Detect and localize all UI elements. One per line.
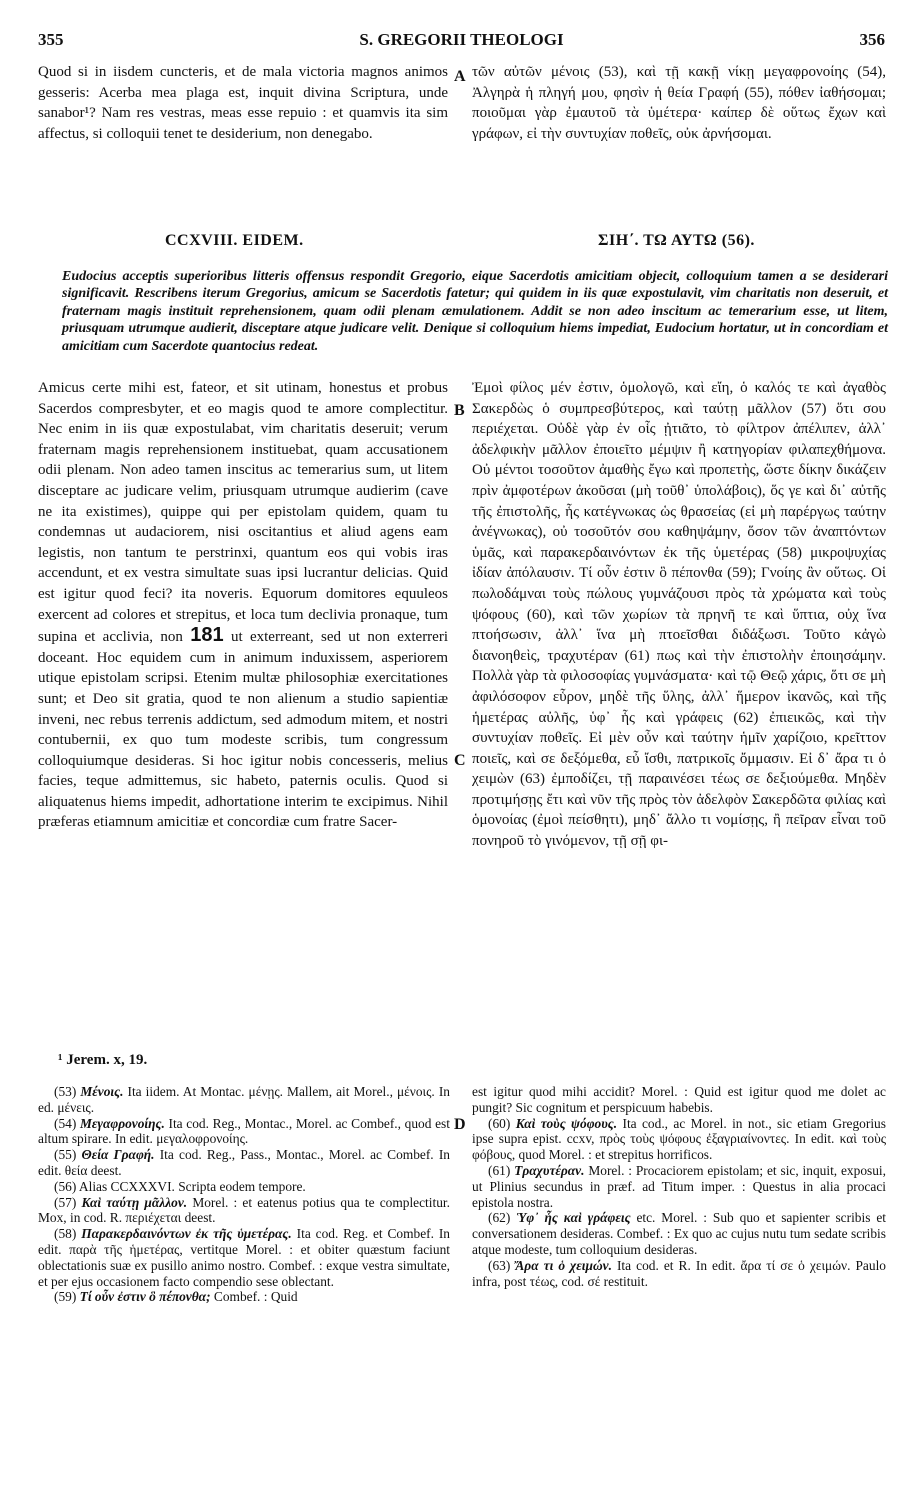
- note-text: etc. Morel. : Sub quo et sapienter scribis et conversationem desideras. Combef. : Ex quo ac cujus nutu tum sedate scribis atque modeste, tum colloquium desideras.: [472, 1210, 886, 1257]
- margin-letter-c: C: [454, 752, 466, 769]
- note-number: (58): [54, 1226, 77, 1242]
- note-text: Ita cod. Reg. et Combef. In edit. παρὰ τῆς ἡμετέρας, vertitque Morel. : et obiter quæstum faciunt oblectationis suæ ex pusillo animo nostro. Combef. : exque vestra simultate, et per ejus occasionem facto compendio sese oblectant.: [38, 1226, 450, 1289]
- editorial-note: [38, 1147, 450, 1179]
- top-greek-text: τῶν αὐτῶν μένοις (53), καὶ τῇ κακῇ νίκῃ μεγαφρονοίης (54), Ἀλγηρὰ ἡ πληγή μου, φησὶν ἡ θεία Γραφή (55), πόθεν ἰαθήσομαι; ποιοῦμαι γὰρ ἐμαυτοῦ τὰ ὑμέτερα· καίπερ δὲ οὕτως ἔχων καὶ γράφων, εἰ τὴν συντυχίαν ποθεῖς, οὐκ ἀρνήσομαι.: [472, 64, 886, 142]
- margin-letter-d: D: [454, 1116, 466, 1133]
- running-title: S. GREGORII THEOLOGI: [359, 30, 564, 49]
- main-greek-text: Ἐμοὶ φίλος μέν ἐστιν, ὁμολογῶ, καὶ εἴη, ὁ καλός τε καὶ ἀγαθὸς Σακερδὼς ὁ συμπρεσβύτερος, καὶ ταύτῃ μᾶλλον (57) ὅτι σου περιέχεται. Οὐδὲ γὰρ ἐν οἷς ᾐτιᾶτο, τὸ φίλτρον ἀπέλιπεν, ἀλλ᾽ ἀδελφικὴν μᾶλλον ἐποιεῖτο μέμψιν ἢ κατηγορίαν φιλαπεχθήμονα. Οὐ μέντοι τοσοῦτον ἀμαθὴς ἔγω καὶ προπετὴς, ὥστε δίκην δικάζειν πρὶν ἀμφοτέρων ἀκοῦσαι (μὴ τοῦθ᾽ ὑπολάβοις), ὅς γε καὶ δι᾽ αὐτῆς τῆς ἐπιστολῆς, ἧς κατέγνωκας ὡς θρασείας (εἰ μὴ παρέργως ταύτην ἀνέγνωκας), οὐ τοσοῦτόν σου καθηψάμην, ὅσον τῶν ἀναπτόντων ὑμᾶς, καὶ παρακερδαινόντων ἐκ τῆς ὑμετέρας (58) μικροψυχίας ἰδίαν ἀπόλαυσιν. Τί οὖν ἐστιν ὃ πέπονθα (59); Γνοίης ἂν οὕτως. Οἱ πωλοδάμναι τοὺς πώλους γυμνάζουσι πρὸς τὰ χρώματα καὶ τοὺς ψόφους (60), καὶ τῶν χωρίων τὰ πρηνῆ τε καὶ ὕπτια, οὐχ ἵνα πτοήσωσιν, ἀλλ᾽ ἵνα μὴ πτοεῖσθαι διδάξωσι. Τοῦτο κἀγὼ διανοηθεὶς, τραχυτέραν (61) πως καὶ τὴν ἐπιστολὴν ἐποιησάμην. Πολλὰ γὰρ τὰ φιλοσοφίας γυμνάσματα· καὶ τῷ Θεῷ χάρις, ὅτι σε μὴ ἀφιλόσοφον εὗρον, μηδὲ τῆς ὕλης, ἀλλ᾽ ἥμερον ἱκανῶς, καὶ τῆς ἡμετέρας αὐλῆς, ὑφ᾽ ἧς καὶ γράφεις (62) ἐπιεικῶς, καὶ τὴν συντυχίαν ποθεῖς. Εἰ μὲν οὖν καὶ ταύτην ἡμῖν χαρίζοιο, κρεῖττον ποιεῖς, καὶ σε δεξόμεθα, εὖ ἴσθι, πατρικοῖς ὄμμασιν. Εἰ δ᾽ ἄρα τι ὁ χειμὼν (63) ἐμποδίζει, τῇ παραινέσει τέως σε δεξιούμεθα. Μηδὲν προτιμήσῃς ἔτι καὶ νῦν τῆς πρὸς τὸν ἀδελφὸν Σακερδῶτα φιλίας καὶ ὁμονοίας (ἐμοὶ πείσθητι), μηδ᾽ ἄλλο τι νομίσῃς, ἢ πεῖραν εἶναι τοῦ πονηροῦ τὸ γινόμενον, τῇ σῇ φι-: [472, 380, 886, 850]
- note-number: (62): [488, 1210, 511, 1226]
- note-text: Ita cod. et R. In edit. ἄρα τί σε ὁ χειμών. Paulo infra, post τέως, cod. σέ restituit.: [472, 1257, 886, 1289]
- main-greek-column: [472, 378, 886, 852]
- note-lemma: Θεία Γραφή.: [81, 1147, 155, 1163]
- note-number: (57): [54, 1194, 77, 1210]
- main-latin-text-part-2: ut exterreant, sed ut non exterreri doceant. Hoc equidem cum in animum induxissem, asperiorem utique epistolam scripsi. Etenim multæ philosophiæ exercitationes sunt; et Deo sit gratia, quod te non alienum a studio sapientiæ inveni, nec rebus terrenis addictum, sed admodum mitem, et nostri contubernii, ex quo tum modeste scribis, tum congressum colloquiumque desideras. Si hoc igitur nobis concesseris, melius facies, teque admittemus, sic habeto, paternis oculis. Quod si aliquatenus hiems impedit, adhortatione interim te excipimus. Nihil præferas etiamnum amicitiæ et concordiæ cum fratre Sacer-: [38, 629, 449, 831]
- top-greek-column: [472, 62, 886, 144]
- note-lemma: Μένοις.: [80, 1084, 124, 1099]
- notes-right-column: [472, 1084, 886, 1289]
- page-marker-number: 181: [190, 624, 224, 647]
- note-text: Ita cod., ac Morel. in not., sic etiam Gregorius ipse supra epist. ccxv, πρὸς τοὺς ψόφους ἐξαγριαίνοντες. In edit. καὶ τοὺς φόβους, quod Morel. : et strepitus horrificos.: [472, 1115, 886, 1163]
- note-number: (55): [54, 1147, 77, 1163]
- editorial-note: [472, 1116, 886, 1163]
- top-latin-text: Quod si in iisdem cuncteris, et de mala victoria magnos animos gesseris: Acerba mea plaga est, inquit divina Scriptura, unde sanabor¹? Nam res vestras, meas esse repuio : et quamvis ita sim affectus, si colloquii tenet te desiderium, non denegabo.: [38, 64, 448, 142]
- editorial-note: [472, 1258, 886, 1290]
- note-text: Morel. : et eatenus potius qua te complectitur. Mox, in cod. R. περιέχεται deest.: [38, 1194, 450, 1226]
- note-number: (56): [54, 1178, 77, 1194]
- note-lemma: Καὶ τοὺς ψόφους.: [515, 1115, 618, 1131]
- note-text: Alias CCXXXVI. Scripta eodem tempore.: [78, 1178, 306, 1194]
- note-lemma: Καὶ ταύτῃ μᾶλλον.: [81, 1194, 188, 1210]
- letter-summary: Eudocius acceptis superioribus litteris offensus respondit Gregorio, eique Sacerdotis amicitiam objecit, colloquium tamen a se desiderari significavit. Rescribens iterum Gregorius, amicum se Sacerdotis fatetur; qui quidem in iis quæ expostulavit, vim charitatis non deseruit, et fraternam magis instituit reprehensionem, quam odii plenam æmulationem. Addit se non adeo inscitum ac temerarium esse, ut litem, priusquam utrumque audierit, disceptare atque judicare velit. Denique si colloquium hiems impediat, Eudocium hortatur, ut in concordiam et amicitiam cum Sacerdote quantocius redeat.: [62, 269, 888, 354]
- note-number: (63): [488, 1257, 511, 1273]
- editorial-note: [472, 1163, 886, 1210]
- editorial-note: [38, 1179, 450, 1195]
- note-text: est igitur quod mihi accidit? Morel. : Quid est igitur quod me dolet ac pungit? Sic cognitum et perspicuum habebis.: [472, 1084, 886, 1115]
- main-latin-text: [38, 378, 448, 833]
- editorial-note: [472, 1210, 886, 1257]
- page-number-right: 356: [859, 30, 885, 49]
- note-lemma: Μεγαφρονοίης.: [79, 1115, 165, 1131]
- note-text: Combef. : Quid: [213, 1289, 298, 1305]
- top-latin-column: [38, 62, 448, 144]
- note-text: Ita cod. Reg., Pass., Montac., Morel. ac Combef. In edit. θεία deest.: [38, 1147, 450, 1178]
- editorial-note: [38, 1084, 450, 1116]
- running-header: [38, 30, 885, 54]
- note-lemma: Τραχυτέραν.: [514, 1162, 585, 1178]
- note-number: (53): [54, 1084, 77, 1099]
- editorial-note: [38, 1195, 450, 1227]
- note-text: Ita cod. Reg., Montac., Morel. ac Combef., quod est altum spirare. In edit. μεγαλοφρονοίης.: [38, 1115, 450, 1147]
- note-number: (59): [54, 1289, 77, 1305]
- note-lemma: Παρακερδαινόντων ἐκ τῆς ὑμετέρας.: [81, 1226, 292, 1242]
- note-lemma: Ὑφ᾽ ἧς καὶ γράφεις: [516, 1210, 631, 1226]
- note-lemma: Τί οὖν ἐστιν ὃ πέπονθα;: [79, 1289, 211, 1305]
- note-lemma: Ἄρα τι ὁ χειμών.: [515, 1257, 612, 1273]
- note-number: (54): [54, 1115, 77, 1131]
- latin-section-heading: CCXVIII. EIDEM.: [165, 232, 304, 249]
- main-latin-text-part-1: Amicus certe mihi est, fateor, et sit utinam, honestus et probus Sacerdos compresbyter, et eo magis quod te amore complectitur. Nec enim in iis quæ expostulabat, vim charitatis deseruit; verum fraternam magis reprehensionem instituebat, quam accusationem odii plenam. Non adeo tamen inscitus ac temerarius sum, ut litem disceptare ac judicare velim, priusquam utrumque audierim (cave ne ita existimes), quippe qui per epistolam quidem, quam tu condemnas ut audaciorem, nisi oscitantius et aliud agens eam legistis, non tantum te perstrinxi, quantum eos qui vobis iras accendunt, et ex vestra simultate suas ipsi lucrantur delicias. Quid est igitur quod feci? ita noveris. Equorum domitores equuleos exercent ad colores et strepitus, et loca tum declivia pronaque, tum supina et acclivia, non: [38, 380, 448, 646]
- margin-letter-a: A: [454, 68, 466, 85]
- notes-left-column: [38, 1084, 450, 1305]
- main-latin-column: [38, 378, 448, 833]
- editorial-note: [38, 1116, 450, 1148]
- editorial-note: [38, 1289, 450, 1305]
- note-number: (61): [488, 1162, 511, 1178]
- note-number: (60): [488, 1115, 511, 1131]
- editorial-note: [38, 1226, 450, 1289]
- margin-letter-b: B: [454, 402, 465, 419]
- page-number-left: 355: [38, 30, 64, 49]
- scripture-footnote: ¹ Jerem. x, 19.: [58, 1052, 148, 1068]
- editorial-note: [472, 1084, 886, 1116]
- greek-section-heading: ΣΙΗ΄. ΤΩ ΑΥΤΩ (56).: [598, 232, 755, 249]
- note-text: Ita iidem. At Montac. μένῃς. Mallem, ait Morel., μένοις. In ed. μένεις.: [38, 1084, 450, 1115]
- note-text: Morel. : Procaciorem epistolam; et sic, inquit, exposui, ut Plinius secundus in præf. ad Titum imper. : Questus in alia procaci epistola nostra.: [472, 1162, 886, 1210]
